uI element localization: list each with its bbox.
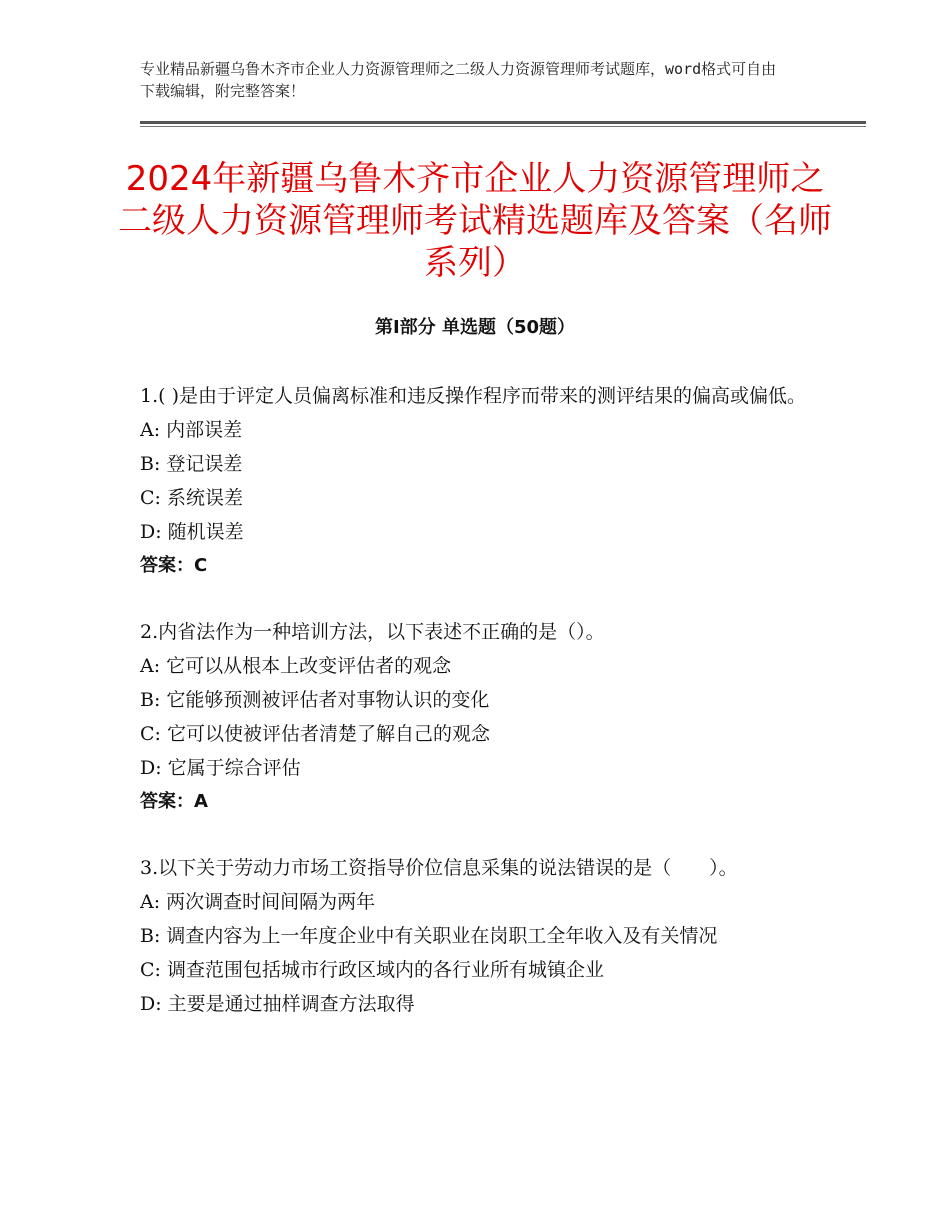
question-3 — [140, 852, 820, 1021]
question-2 — [140, 616, 820, 819]
option-d: D: 主要是通过抽样调查方法取得 — [140, 993, 415, 1015]
question-text: 1.( )是由于评定人员偏离标准和违反操作程序而带来的测评结果的偏高或偏低。 — [140, 385, 806, 407]
document-title: 2024年新疆乌鲁木齐市企业人力资源管理师之二级人力资源管理师考试精选题库及答案（名师系列） — [118, 159, 832, 283]
option-a: A: 它可以从根本上改变评估者的观念 — [140, 655, 452, 677]
option-c: C: 调查范围包括城市行政区域内的各行业所有城镇企业 — [140, 959, 604, 981]
question-text: 3.以下关于劳动力市场工资指导价位信息采集的说法错误的是（ ）。 — [140, 857, 738, 879]
section-heading: 第Ⅰ部分 单选题（50题） — [374, 317, 575, 338]
option-c: C: 它可以使被评估者清楚了解自己的观念 — [140, 723, 490, 745]
answer: 答案：C — [140, 555, 208, 576]
question-list — [140, 380, 820, 1054]
option-d: D: 随机误差 — [140, 521, 244, 543]
header-rule-thick — [140, 121, 866, 124]
question-1 — [140, 380, 820, 583]
option-b: B: 调查内容为上一年度企业中有关职业在岗职工全年收入及有关情况 — [140, 925, 718, 947]
header-note: 专业精品新疆乌鲁木齐市企业人力资源管理师之二级人力资源管理师考试题库，word格式可自由下载编辑，附完整答案！ — [140, 60, 777, 100]
option-a: A: 内部误差 — [140, 419, 243, 441]
header-rule-thin — [140, 126, 866, 127]
option-b: B: 登记误差 — [140, 453, 243, 475]
option-c: C: 系统误差 — [140, 487, 243, 509]
option-a: A: 两次调查时间间隔为两年 — [140, 891, 376, 913]
option-b: B: 它能够预测被评估者对事物认识的变化 — [140, 689, 490, 711]
question-text: 2.内省法作为一种培训方法，以下表述不正确的是（）。 — [140, 621, 605, 643]
option-d: D: 它属于综合评估 — [140, 757, 301, 779]
answer: 答案：A — [140, 791, 208, 812]
